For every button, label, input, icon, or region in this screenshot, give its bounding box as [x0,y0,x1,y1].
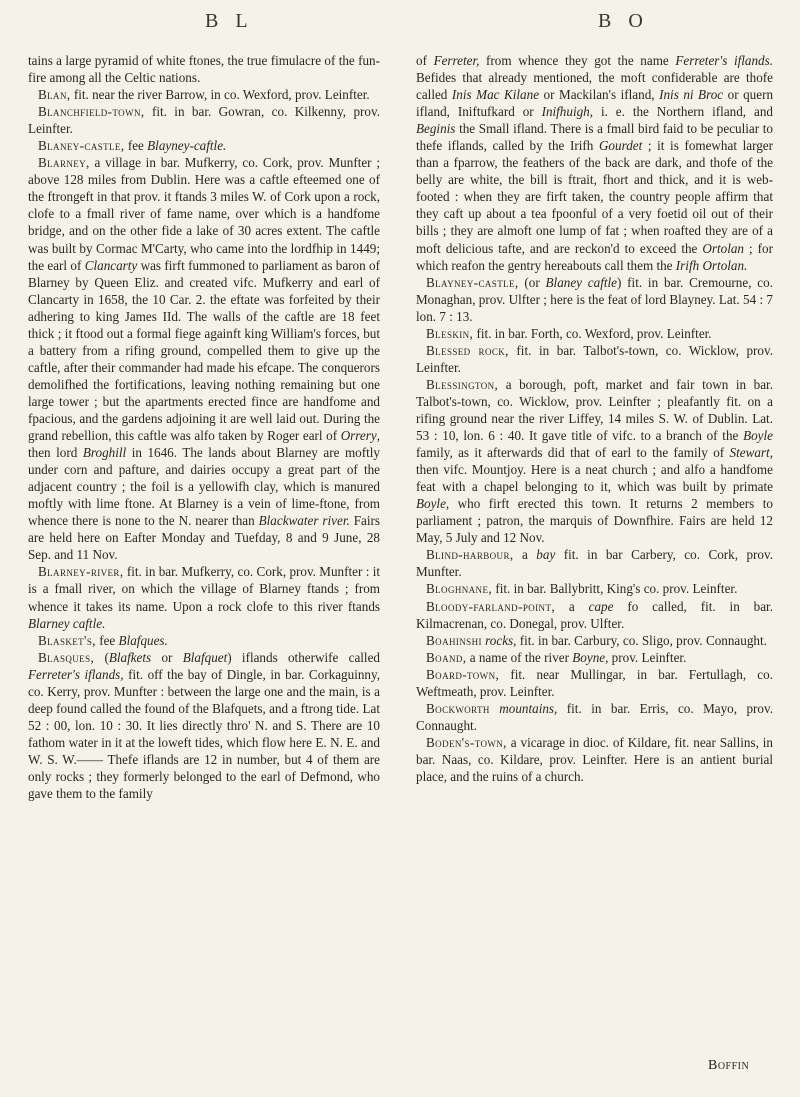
headword: Blasket's, [38,632,96,648]
entry-blan: Blan, fit. near the river Barrow, in co. Wexford, prov. Leinfter. [38,87,370,103]
headword: Board-town, [426,666,500,682]
entry-blaney-castle: Blaney-castle, fee Blayney-caftle. [38,138,227,154]
headword: Blarney, [38,155,90,171]
entry-boand: Boand, a name of the river Boyne, prov. Leinfter. [426,649,687,665]
headword: Blan, [38,87,71,103]
headword: Blaney-castle, [38,138,125,154]
entry-blasques: Blasques, (Blafkets or Blafquet) iflands otherwife called Ferreter's iflands, fit. off the bay of Dingle, in bar. Corkaguinny, co. Kerry, prov. Munfter : between the large one and the main, is a deep found called the found of the Blafquets, and a ftrong tide. Lat 52 : 00, lon. 10 : 30. It lies directly thro' N. and S. There are 10 fathom water in it at the loweft tides, which flow here E. N. E. and W. S. W.—— Thefe iflands are 12 in number, but 4 of them are only rocks ; they formerly belonged to the earl of Defmond, who gave them to the family [28,649,380,802]
headword: Bloghnane, [426,581,493,597]
entry-boahinshi-rocks: Boahinshi rocks, fit. in bar. Carbury, co. Sligo, prov. Connaught. [426,632,767,648]
right-column [416,52,773,785]
headword: Bleskin, [426,325,474,341]
headword: Blasques, [38,649,95,665]
entry-board-town: Board-town, fit. near Mullingar, in bar. Fertullagh, co. Weftmeath, prov. Leinfter. [416,666,773,699]
entry-blaskets: Blasket's, fee Blafques. [38,632,168,648]
headword: Boand, [426,649,467,665]
entry-blayney-castle: Blayney-castle, (or Blaney caftle) fit. in bar. Cremourne, co. Monaghan, prov. Ulfter ; here is the feat of lord Blayney. Lat. 54 : 7 lon. 7 : 13. [416,274,773,324]
entry-bloody-farland-point: Bloody-farland-point, a cape fo called, fit. in bar. Kilmacrenan, co. Donegal, prov. Ulfter. [416,598,773,631]
headword: Blanchfield-town, [38,104,145,120]
entry-blarney-river: Blarney-river, fit. in bar. Mufkerry, co. Cork, prov. Munfter : it is a fmall river, on which the village of Blarney ftands ; from whence it takes its name. Upon a rock clofe to this river ftands Blarney caftle. [28,564,380,631]
left-column [28,52,380,802]
entry-blarney: Blarney, a village in bar. Mufkerry, co. Cork, prov. Munfter ; above 128 miles from Dublin. Here was a caftle efteemed one of the ftrongeft in that prov. it ftands 3 miles W. of Cork upon a rock, clofe to a fmall river of fame name, over which is a handfome bridge, and on the other fide a lake of 30 acres extent. The caftle was built by Cormac M'Carty, who came into the lordfhip in 1449; the earl of Clancarty was firft fummoned to parliament as baron of Blarney by Queen Eliz. and created vifc. Mufkerry and earl of Clancarty in 1658, the 10 Car. 2. the eftate was forfeited by their adhering to king James IId. The walls of the caftle are 18 feet thick ; it ftood out a formal fiege againft king William's forces, but a battery from a rifing ground, compelled them to give up the caftle, after their commander had made his efcape. The conquerors demolifhed the fortifications, leaving nothing remaining but one large tower ; but the apartments erected fince are handfome and fpacious, and the gardens adjoining it are well laid out. During the grand rebellion, this caftle was alfo taken by Roger earl of Orrery, then lord Broghill in 1646. The lands about Blarney are moftly under corn and pafture, and dairies occupy a great part of the adjacent country ; the foil is a yellowifh clay, which is manured moftly with lime ftone. At Blarney is a vein of lime-ftone, from whence there is none to the N. nearer than Blackwater river. Fairs are held here on Eafter Monday and Tuefday, 8 and 9 June, 28 Sep. and 11 Nov. [28,155,380,563]
headword: Boden's-town, [426,734,507,750]
headword: Bloody-farland-point, [426,598,556,614]
headword: Boahinshi [426,632,482,648]
entry-bodens-town: Boden's-town, a vicarage in dioc. of Kildare, fit. near Sallins, in bar. Naas, co. Kildare, prov. Leinfter. Here is an antient burial place, and the ruins of a church. [416,734,773,784]
entry-blind-harbour: Blind-harbour, a bay fit. in bar Carbery, co. Cork, prov. Munfter. [416,547,773,580]
entry-bloghnane: Bloghnane, fit. in bar. Ballybritt, King's co. prov. Leinfter. [426,581,738,597]
headword: Blessed rock, [426,342,509,358]
entry-bockworth-mountains: Bockworth mountains, fit. in bar. Erris, co. Mayo, prov. Connaught. [416,700,773,733]
entry-continuation: of Ferreter, from whence they got the name Ferreter's iflands. Befides that already mentioned, the moft confiderable are thofe called Inis Mac Kilane or Mackilan's ifland, Inis ni Broc or quern ifland, Iniftufkard or Inifhuigh, i. e. the Northern ifland, and Beginis the Small ifland. There is a fmall bird faid to be peculiar to thefe iflands, called by the Irifh Gourdet ; it is fomewhat larger than a fparrow, the feathers of the back are dark, and thofe of the belly are white, the bill is ftrait, fhort and thick, and it is web-footed : when they are firft taken, the country people affirm that they caft up about a tea fpoonful of a very foetid oil out of their bills ; they are almoft one lump of fat ; when roafted they are of a moft delicious tafte, and are reckon'd to exceed the Ortolan ; for which reafon the gentry hereabouts call them the Irifh Ortolan. [416,53,774,273]
headword: Blarney-river, [38,564,124,580]
catchword: Boffin [708,1058,750,1073]
headword: Bockworth [426,700,490,716]
entry-blessington: Blessington, a borough, poft, market and fair town in bar. Talbot's-town, co. Wicklow, prov. Leinfter ; pleafantly fit. on a rifing ground near the river Liffey, 14 miles S. W. of Dublin. Lat. 53 : 10, lon. 6 : 40. It gave title of vifc. to a branch of the Boyle family, as it afterwards did that of earl to the family of Stewart, then vifc. Mountjoy. Here is a neat church ; and alfo a handfome feat with a chapel belonging to it, which was built by primate Boyle, who firft erected this town. It returns 2 members to parliament ; patron, the marquis of Downfhire. Fairs are held 12 May, 5 July and 12 Nov. [416,376,773,546]
running-head-right: B O [598,10,649,32]
headword: Blind-harbour, [426,547,514,563]
entry-blessed-rock: Blessed rock, fit. in bar. Talbot's-town, co. Wicklow, prov. Leinfter. [416,342,773,375]
running-head-left: B L [205,10,254,32]
headword: Blayney-castle, [426,274,519,290]
headword: Blessington, [426,376,499,392]
entry-blanchfield-town: Blanchfield-town, fit. in bar. Gowran, co. Kilkenny, prov. Leinfter. [28,104,380,137]
entry-continuation: tains a large pyramid of white ftones, the true fimulacre of the fun-fire among all the Celtic nations. [28,53,380,86]
entry-bleskin: Bleskin, fit. in bar. Forth, co. Wexford, prov. Leinfter. [426,325,712,341]
running-head [0,6,800,40]
